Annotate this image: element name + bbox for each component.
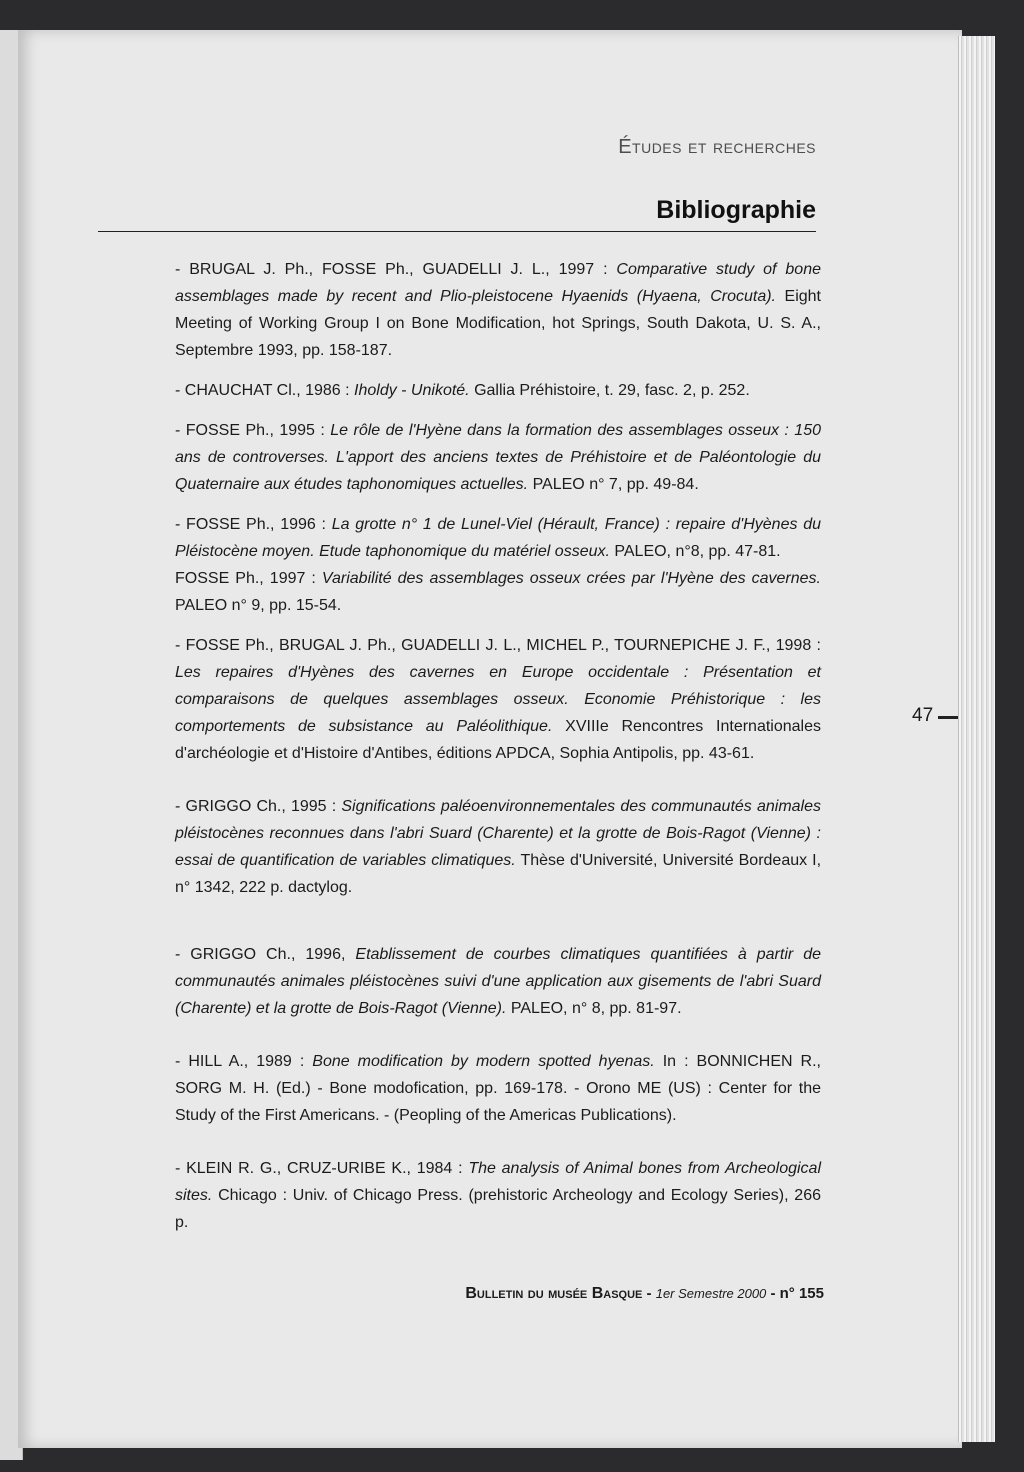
bibliography-entry: FOSSE Ph., 1997 : Variabilité des assemblages osseux crées par l'Hyène des cavernes. PALEO n° 9, pp. 15-54.: [175, 570, 821, 614]
bibliography-list: [175, 256, 821, 1236]
bibliography-entry: - GRIGGO Ch., 1996, Etablissement de courbes climatiques quantifiées à partir de communautés animales pléistocènes suivi d'une application aux gisements de l'abri Suard (Charente) et la grotte de Bois-Ragot (Vienne). PALEO, n° 8, pp. 81-97.: [175, 946, 821, 1017]
footer-semester: 1er Semestre 2000: [655, 1286, 767, 1301]
footer: Bulletin du musée Basque - 1er Semestre 2000 - n° 155: [465, 1285, 824, 1302]
bibliography-entry: - BRUGAL J. Ph., FOSSE Ph., GUADELLI J. L., 1997 : Comparative study of bone assemblages made by recent and Plio-pleistocene Hyaenids (Hyaena, Crocuta). Eight Meeting of Working Group I on Bone Modification, hot Springs, South Dakota, U. S. A., Septembre 1993, pp. 158-187.: [175, 261, 822, 359]
footer-journal: Bulletin du musée Basque: [465, 1285, 643, 1302]
bibliography-entry: - GRIGGO Ch., 1995 : Significations paléoenvironnementales des communautés animales pléistocènes reconnues dans l'abri Suard (Charente) et la grotte de Bois-Ragot (Vienne) : essai de quantification de variables climatiques. Thèse d'Université, Université Bordeaux I, n° 1342, 222 p. dactylog.: [175, 798, 822, 896]
bibliography-entry: - HILL A., 1989 : Bone modification by modern spotted hyenas. In : BONNICHEN R., SORG M. H. (Ed.) - Bone modofication, pp. 169-178. - Orono ME (US) : Center for the Study of the First Americans. - (Peopling of the Americas Publications).: [175, 1053, 821, 1124]
bibliography-entry: - FOSSE Ph., BRUGAL J. Ph., GUADELLI J. L., MICHEL P., TOURNEPICHE J. F., 1998 : Les repaires d'Hyènes des cavernes en Europe occidentale : Présentation et comparaisons de quelques assemblages osseux. Economie Préhistorique : les comportements de subsistance au Paléolithique. XVIIIe Rencontres Internationales d'archéologie et d'Histoire d'Antibes, éditions APDCA, Sophia Antipolis, pp. 43-61.: [175, 637, 821, 762]
footer-issue: n° 155: [779, 1285, 824, 1302]
page-number-tick: [938, 716, 958, 719]
bibliography-entry: - KLEIN R. G., CRUZ-URIBE K., 1984 : The analysis of Animal bones from Archeological sites. Chicago : Univ. of Chicago Press. (prehistoric Archeology and Ecology Series), 266 p.: [175, 1160, 821, 1231]
page-stack-edges: [958, 36, 995, 1442]
section-title: Bibliographie: [656, 196, 816, 224]
bibliography-entry: - FOSSE Ph., 1995 : Le rôle de l'Hyène dans la formation des assemblages osseux : 150 ans de controverses. L'apport des anciens textes de Préhistoire et de Paléontologie du Quaternaire aux études taphonomiques actuelles. PALEO n° 7, pp. 49-84.: [175, 422, 821, 493]
page-number: 47: [912, 705, 934, 726]
running-head: Études et recherches: [618, 136, 816, 158]
bibliography-entry: - FOSSE Ph., 1996 : La grotte n° 1 de Lunel-Viel (Hérault, France) : repaire d'Hyènes du Pléistocène moyen. Etude taphonomique du matériel osseux. PALEO, n°8, pp. 47-81.: [175, 516, 821, 560]
bibliography-entry: - CHAUCHAT Cl., 1986 : Iholdy - Unikoté. Gallia Préhistoire, t. 29, fasc. 2, p. 252.: [175, 382, 750, 399]
title-rule: [98, 231, 816, 232]
